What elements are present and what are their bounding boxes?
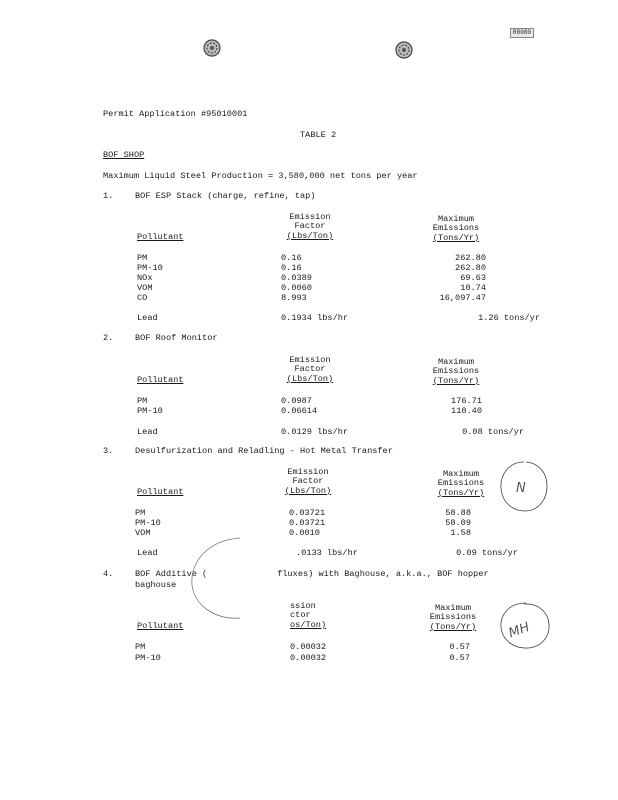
table-row: NOx 0.0389 69.63 [137, 273, 486, 283]
max-column-header: Maximum Emissions (Tons/Yr) [429, 603, 477, 632]
svg-text:N: N [516, 481, 526, 496]
factor-column-header: Emission Factor (Lbs/Ton) [286, 212, 334, 241]
production-line: Maximum Liquid Steel Production = 3,580,000 net tons per year [103, 171, 418, 181]
section-number: 3. [103, 446, 114, 456]
factor-column-header: Emission Factor (Lbs/Ton) [286, 355, 334, 384]
lead-row: Lead .0133 lbs/hr 0.09 tons/yr [137, 548, 518, 558]
max-column-header: Maximum Emissions (Tons/Yr) [432, 214, 480, 243]
table-row: PM 0.0987 176.71 [137, 396, 482, 406]
section-1-heading [103, 192, 316, 201]
section-title-part2: fluxes) with Baghouse, a.k.a., BOF hopper [277, 569, 489, 579]
permit-application-line: Permit Application #95010001 [103, 109, 248, 119]
section-title-line2: baghouse [135, 580, 177, 590]
max-column-header: Maximum Emissions (Tons/Yr) [437, 469, 485, 498]
table-row: PM 0.16 262.80 [137, 253, 486, 263]
lead-row: Lead 0.0129 lbs/hr 0.08 tons/yr [137, 427, 524, 437]
factor-column-header-partial: ssion ctor os/Ton) [290, 601, 327, 630]
table-row: PM-10 0.00032 0.57 [135, 653, 470, 663]
binding-hole-left [202, 38, 222, 58]
section-number: 1. [103, 191, 114, 201]
lead-row: Lead 0.1934 lbs/hr 1.26 tons/yr [137, 313, 540, 323]
handwritten-mh-mark [496, 600, 554, 652]
section-title-part1: BOF Additive ( [135, 569, 208, 579]
table-row: VOM 0.0010 1.58 [135, 528, 471, 538]
pollutant-column-header: Pollutant [137, 232, 184, 242]
pollutant-column-header: Pollutant [137, 487, 184, 497]
section-title: BOF Roof Monitor [135, 333, 218, 343]
pollutant-column-header: Pollutant [137, 375, 184, 385]
section-number: 2. [103, 333, 114, 343]
max-column-header: Maximum Emissions (Tons/Yr) [432, 357, 480, 386]
shop-heading: BOF SHOP [103, 150, 145, 160]
section-title: Desulfurization and Reladling - Hot Metal Transfer [135, 446, 393, 456]
table-row: PM-10 0.16 262.80 [137, 263, 486, 273]
section-3-heading [103, 447, 393, 456]
table-row: CO 8.993 16,097.47 [137, 293, 486, 303]
factor-column-header: Emission Factor (Lbs/Ton) [284, 467, 332, 496]
handwritten-curve-mark [180, 530, 300, 630]
table-title: TABLE 2 [300, 130, 337, 140]
section-title: BOF ESP Stack (charge, refine, tap) [135, 191, 316, 201]
table-row: PM-10 0.03721 58.09 [135, 518, 471, 528]
section-number: 4. [103, 569, 114, 579]
table-row: VOM 0.0060 10.74 [137, 283, 486, 293]
binding-hole-right [394, 40, 414, 60]
table-row: PM 0.00032 0.57 [135, 642, 470, 652]
document-stamp-code: R0080 [510, 28, 534, 38]
section-2-heading [103, 334, 218, 343]
pollutant-column-header: Pollutant [137, 621, 184, 631]
handwritten-n-mark [496, 458, 552, 516]
table-row: PM-10 0.06614 118.40 [137, 406, 482, 416]
svg-text:MH: MH [506, 619, 532, 642]
table-row: PM 0.03721 58.88 [135, 508, 471, 518]
